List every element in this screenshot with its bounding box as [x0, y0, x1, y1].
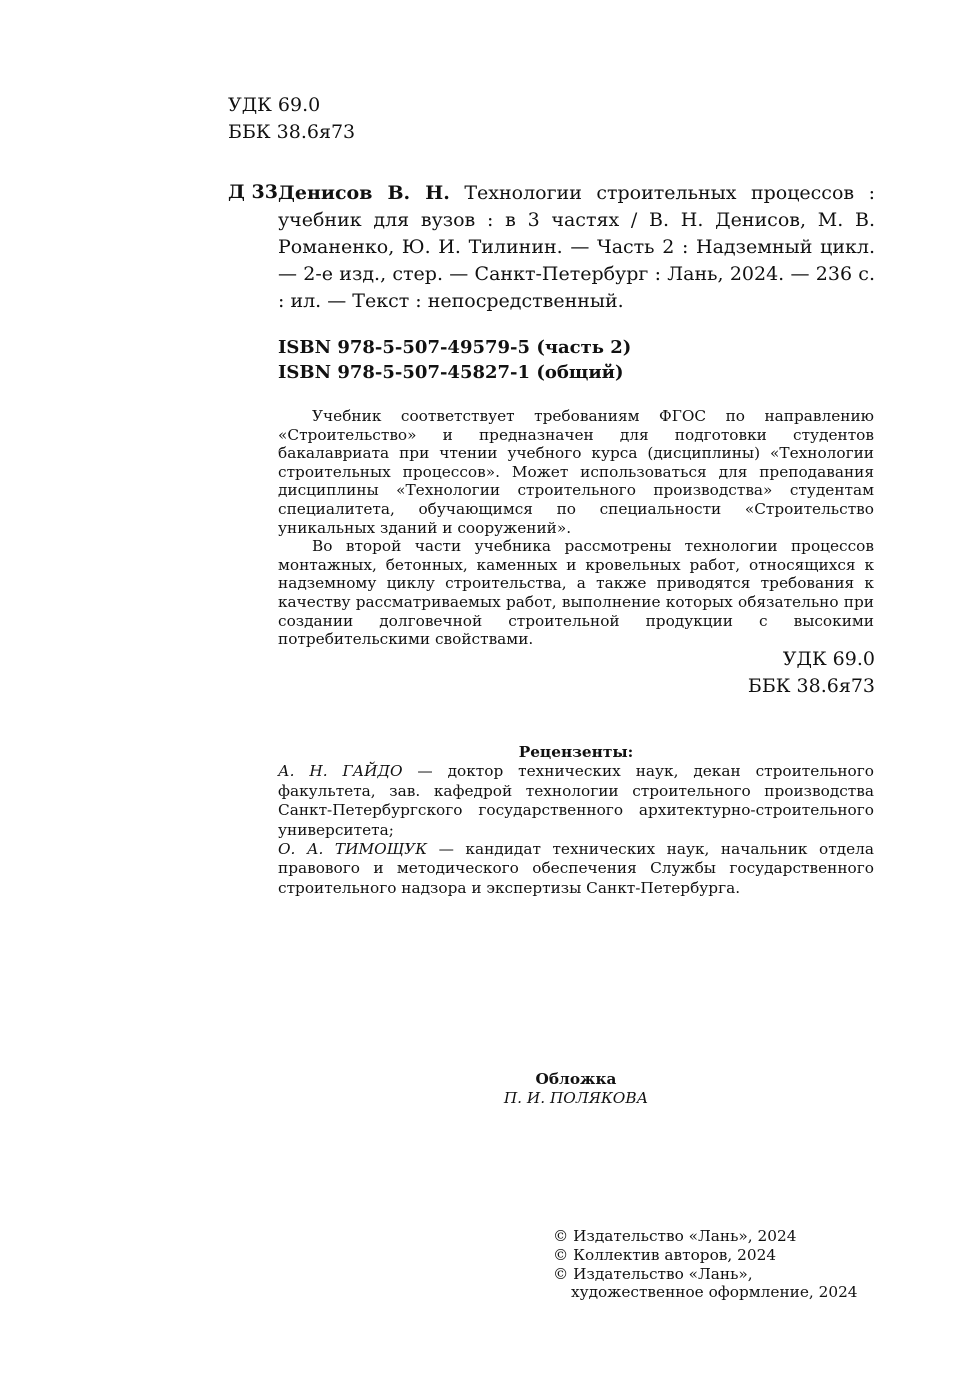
bibliographic-record: [278, 180, 875, 315]
copyright-line-3: © Издательство «Лань»,: [553, 1264, 753, 1283]
isbn-block: [278, 335, 631, 385]
bibliographic-text: Технологии строительных процессов : учебник для вузов : в 3 частях / В. Н. Денисов, М. В. Романенко, Ю. И. Тилинин. — Часть 2 : Надземный цикл. — 2-е изд., стер. — Санкт-Петербург : Лань, 2024. — 236 с. : ил. — Текст : непосредственный.: [278, 182, 875, 312]
bbk-code-right: ББК 38.6я73: [747, 675, 875, 697]
author-name: Денисов В. Н.: [278, 182, 450, 204]
reviewers-block: [278, 743, 874, 898]
annotation: [278, 407, 874, 649]
annotation-paragraph-1: Учебник соответствует требованиям ФГОС по направлению «Строительство» и предназначен для подготовки студентов бакалавриата при чтении учебного курса (дисциплины) «Технологии строительных процессов». Может использоваться для преподавания дисциплины «Технологии строительного производства» студентам специалитета, обучающимся по специальности «Строительство уникальных зданий и сооружений».: [278, 407, 874, 537]
cover-header: Обложка: [535, 1070, 617, 1088]
cover-credit: [278, 1070, 874, 1108]
udk-code-right: УДК 69.0: [782, 648, 875, 670]
copyright-block: [553, 1227, 858, 1302]
cover-designer: П. И. ПОЛЯКОВА: [503, 1089, 649, 1107]
author-mark: Д 33: [228, 181, 278, 203]
annotation-paragraph-2: Во второй части учебника рассмотрены технологии процессов монтажных, бетонных, каменных и кровельных работ, относящихся к надземному циклу строительства, а также приводятся требования к качеству рассматриваемых работ, выполнение которых обязательно при создании долговечной строительной продукции с высокими потребительскими свойствами.: [278, 537, 874, 649]
isbn-general: ISBN 978-5-507-45827-1 (общий): [278, 362, 624, 383]
reviewer-2: [278, 840, 874, 898]
reviewers-header: Рецензенты:: [518, 743, 634, 761]
udk-code: УДК 69.0: [228, 94, 321, 116]
bbk-code: ББК 38.6я73: [228, 121, 356, 143]
copyright-line-2: © Коллектив авторов, 2024: [553, 1245, 777, 1264]
isbn-part: ISBN 978-5-507-49579-5 (часть 2): [278, 337, 632, 358]
udk-block-right: [748, 646, 875, 700]
copyright-line-4: художественное оформление, 2024: [571, 1283, 858, 1302]
reviewer-1-text: — доктор технических наук, декан строительного факультета, зав. кафедрой технологии строительного производства Санкт-Петербургского государственного архитектурно-строительного университета;: [278, 762, 874, 839]
reviewer-1-name: А. Н. ГАЙДО: [278, 762, 403, 781]
udk-block-top: [228, 92, 355, 146]
copyright-line-1: © Издательство «Лань», 2024: [553, 1227, 797, 1245]
reviewer-1: [278, 762, 874, 840]
reviewer-2-name: О. А. ТИМОЩУК: [278, 840, 428, 859]
reviewer-2-text: — кандидат технических наук, начальник отдела правового и методического обеспечения Службы государственного строительного надзора и экспертизы Санкт-Петербурга.: [278, 840, 874, 897]
